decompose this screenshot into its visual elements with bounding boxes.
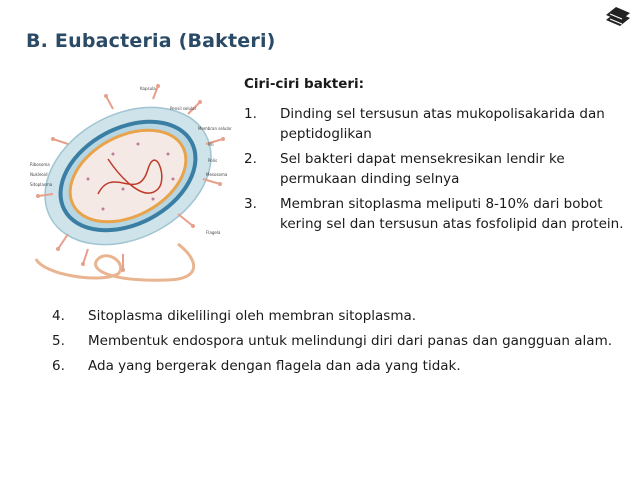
label-polis: Polis	[208, 158, 218, 163]
list-item	[244, 149, 629, 189]
list-number: 1.	[244, 106, 257, 122]
list-text: Membran sitoplasma meliputi 8-10% dari bobot kering sel dan tersusun atas fosfolipid dan protein.	[280, 196, 624, 232]
bacteria-diagram	[28, 84, 238, 284]
characteristics-list-bottom	[52, 306, 622, 381]
list-number: 4.	[52, 308, 65, 324]
label-kapsula: Kapsula	[140, 86, 156, 91]
label-mesosoma: Mesosoma	[206, 172, 228, 177]
list-number: 2.	[244, 151, 257, 167]
label-ribosoma: Ribosoma	[30, 162, 50, 167]
list-item	[52, 306, 622, 326]
list-number: 6.	[52, 358, 65, 374]
book-stack-icon	[604, 4, 632, 28]
list-item	[244, 104, 629, 144]
list-text: Membentuk endospora untuk melindungi diri dari panas dan gangguan alam.	[88, 333, 613, 349]
label-sitoplasma: Sitoplasma	[30, 182, 53, 187]
list-text: Ada yang bergerak dengan flagela dan ada yang tidak.	[88, 358, 461, 374]
list-number: 5.	[52, 333, 65, 349]
list-item	[52, 331, 622, 351]
label-flagela: Flagela	[206, 230, 221, 235]
label-pensil: Pensil selular	[170, 106, 197, 111]
label-pili: Pili	[208, 142, 214, 147]
list-text: Dinding sel tersusun atas mukopolisakarida dan peptidoglikan	[280, 106, 605, 142]
lead-heading: Ciri-ciri bakteri:	[244, 76, 365, 92]
list-item	[244, 194, 629, 234]
label-membran: Membran selular	[198, 126, 232, 131]
list-number: 3.	[244, 196, 257, 212]
slide-title: B. Eubacteria (Bakteri)	[26, 30, 276, 52]
list-text: Sel bakteri dapat mensekresikan lendir ke permukaan dinding selnya	[280, 151, 565, 187]
list-text: Sitoplasma dikelilingi oleh membran sitoplasma.	[88, 308, 417, 324]
characteristics-list-top	[244, 104, 629, 239]
list-item	[52, 356, 622, 376]
label-nukleoid: Nukleoid	[30, 172, 48, 177]
